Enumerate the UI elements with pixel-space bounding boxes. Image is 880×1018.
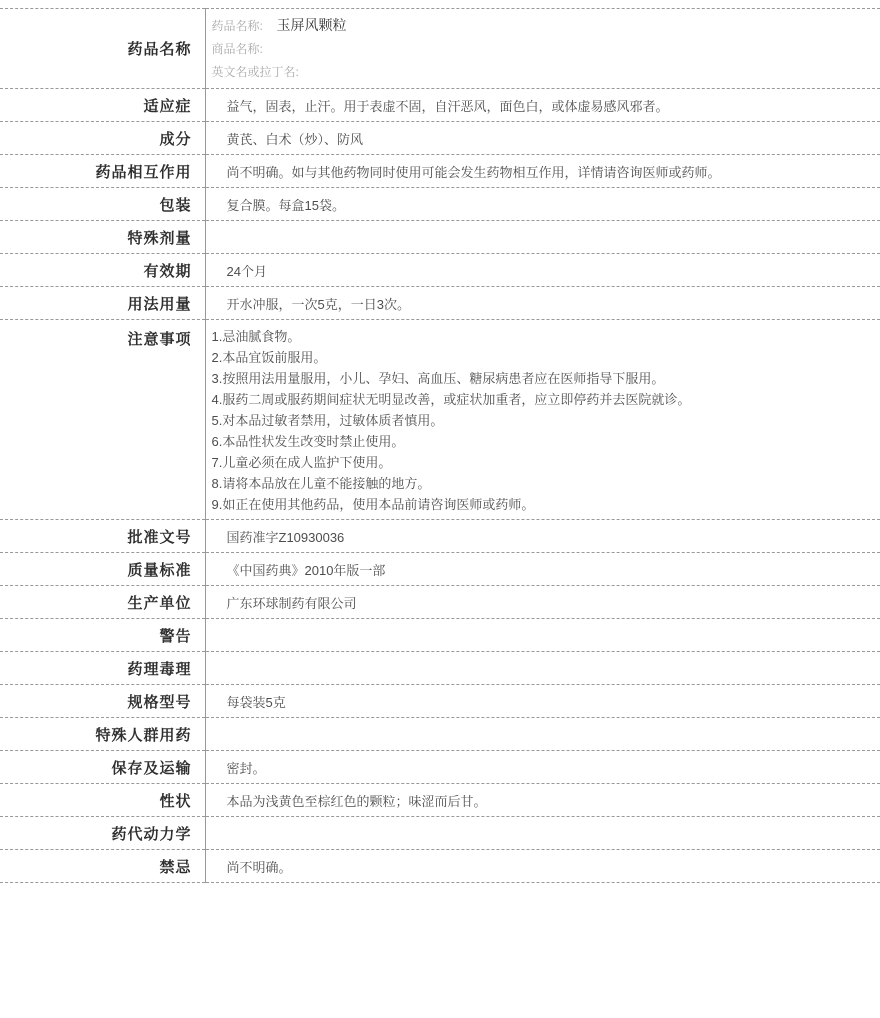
row-special-populations-label: 特殊人群用药 xyxy=(0,718,205,751)
precaution-item: 3.按照用法用量服用，小儿、孕妇、高血压、糖尿病患者应在医师指导下服用。 xyxy=(211,371,665,386)
row-warning-label: 警告 xyxy=(0,619,205,652)
row-pharmacology-toxicology xyxy=(0,652,880,685)
row-precautions-value xyxy=(205,320,880,520)
row-drug-name xyxy=(0,9,880,89)
row-dosage-usage-label: 用法用量 xyxy=(0,287,205,320)
row-dosage-usage xyxy=(0,287,880,320)
row-drug-name-label: 药品名称 xyxy=(0,9,205,89)
precaution-item: 7.儿童必须在成人监护下使用。 xyxy=(211,455,392,470)
row-drug-interactions xyxy=(0,155,880,188)
precaution-item: 8.请将本品放在儿童不能接触的地方。 xyxy=(211,476,431,491)
row-characteristics-value: 本品为浅黄色至棕红色的颗粒；味涩而后甘。 xyxy=(205,784,880,817)
row-characteristics xyxy=(0,784,880,817)
precaution-item: 6.本品性状发生改变时禁止使用。 xyxy=(211,434,405,449)
english-name-line xyxy=(212,60,871,83)
row-indications xyxy=(0,89,880,122)
row-specification xyxy=(0,685,880,718)
row-drug-name-value xyxy=(205,9,880,89)
row-contraindications xyxy=(0,850,880,883)
row-warning xyxy=(0,619,880,652)
row-ingredients-value: 黄芪、白术（炒）、防风 xyxy=(205,122,880,155)
row-storage-transport xyxy=(0,751,880,784)
row-manufacturer-label: 生产单位 xyxy=(0,586,205,619)
row-shelf-life-label: 有效期 xyxy=(0,254,205,287)
row-precautions xyxy=(0,320,880,520)
precaution-item: 1.忌油腻食物。 xyxy=(211,329,301,344)
row-drug-interactions-label: 药品相互作用 xyxy=(0,155,205,188)
row-contraindications-label: 禁忌 xyxy=(0,850,205,883)
row-ingredients-label: 成分 xyxy=(0,122,205,155)
row-indications-label: 适应症 xyxy=(0,89,205,122)
row-pharmacokinetics xyxy=(0,817,880,850)
row-pharmacology-toxicology-value xyxy=(205,652,880,685)
row-packaging xyxy=(0,188,880,221)
precaution-item: 2.本品宜饭前服用。 xyxy=(211,350,327,365)
drug-name-sub-label: 药品名称: xyxy=(211,19,263,33)
row-shelf-life-value: 24个月 xyxy=(205,254,880,287)
row-specification-value: 每袋装5克 xyxy=(205,685,880,718)
row-pharmacology-toxicology-label: 药理毒理 xyxy=(0,652,205,685)
row-precautions-label: 注意事项 xyxy=(0,320,205,520)
row-shelf-life xyxy=(0,254,880,287)
drug-name-line xyxy=(212,14,871,37)
row-dosage-usage-value: 开水冲服，一次5克，一日3次。 xyxy=(205,287,880,320)
precaution-item: 9.如正在使用其他药品，使用本品前请咨询医师或药师。 xyxy=(211,497,535,512)
drug-info-table xyxy=(0,8,880,883)
row-contraindications-value: 尚不明确。 xyxy=(205,850,880,883)
row-indications-value: 益气，固表，止汗。用于表虚不固，自汗恶风，面色白，或体虚易感风邪者。 xyxy=(205,89,880,122)
row-storage-transport-label: 保存及运输 xyxy=(0,751,205,784)
row-ingredients xyxy=(0,122,880,155)
row-manufacturer xyxy=(0,586,880,619)
row-approval-number-value: 国药准字Z10930036 xyxy=(205,520,880,553)
row-packaging-value: 复合膜。每盒15袋。 xyxy=(205,188,880,221)
precaution-item: 4.服药二周或服药期间症状无明显改善，或症状加重者，应立即停药并去医院就诊。 xyxy=(211,392,691,407)
row-approval-number xyxy=(0,520,880,553)
row-warning-value xyxy=(205,619,880,652)
row-pharmacokinetics-label: 药代动力学 xyxy=(0,817,205,850)
row-special-dosage xyxy=(0,221,880,254)
row-special-dosage-label: 特殊剂量 xyxy=(0,221,205,254)
row-pharmacokinetics-value xyxy=(205,817,880,850)
row-quality-standard xyxy=(0,553,880,586)
row-specification-label: 规格型号 xyxy=(0,685,205,718)
row-storage-transport-value: 密封。 xyxy=(205,751,880,784)
row-quality-standard-label: 质量标准 xyxy=(0,553,205,586)
row-approval-number-label: 批准文号 xyxy=(0,520,205,553)
row-special-populations-value xyxy=(205,718,880,751)
drug-name-value: 玉屏风颗粒 xyxy=(276,17,347,33)
trade-name-line xyxy=(212,37,871,60)
precaution-item: 5.对本品过敏者禁用，过敏体质者慎用。 xyxy=(211,413,444,428)
row-packaging-label: 包装 xyxy=(0,188,205,221)
row-manufacturer-value: 广东环球制药有限公司 xyxy=(205,586,880,619)
row-characteristics-label: 性状 xyxy=(0,784,205,817)
row-drug-interactions-value: 尚不明确。如与其他药物同时使用可能会发生药物相互作用，详情请咨询医师或药师。 xyxy=(205,155,880,188)
row-quality-standard-value: 《中国药典》2010年版一部 xyxy=(205,553,880,586)
row-special-populations xyxy=(0,718,880,751)
english-name-sub-label: 英文名或拉丁名: xyxy=(211,65,299,79)
row-special-dosage-value xyxy=(205,221,880,254)
trade-name-sub-label: 商品名称: xyxy=(211,42,263,56)
